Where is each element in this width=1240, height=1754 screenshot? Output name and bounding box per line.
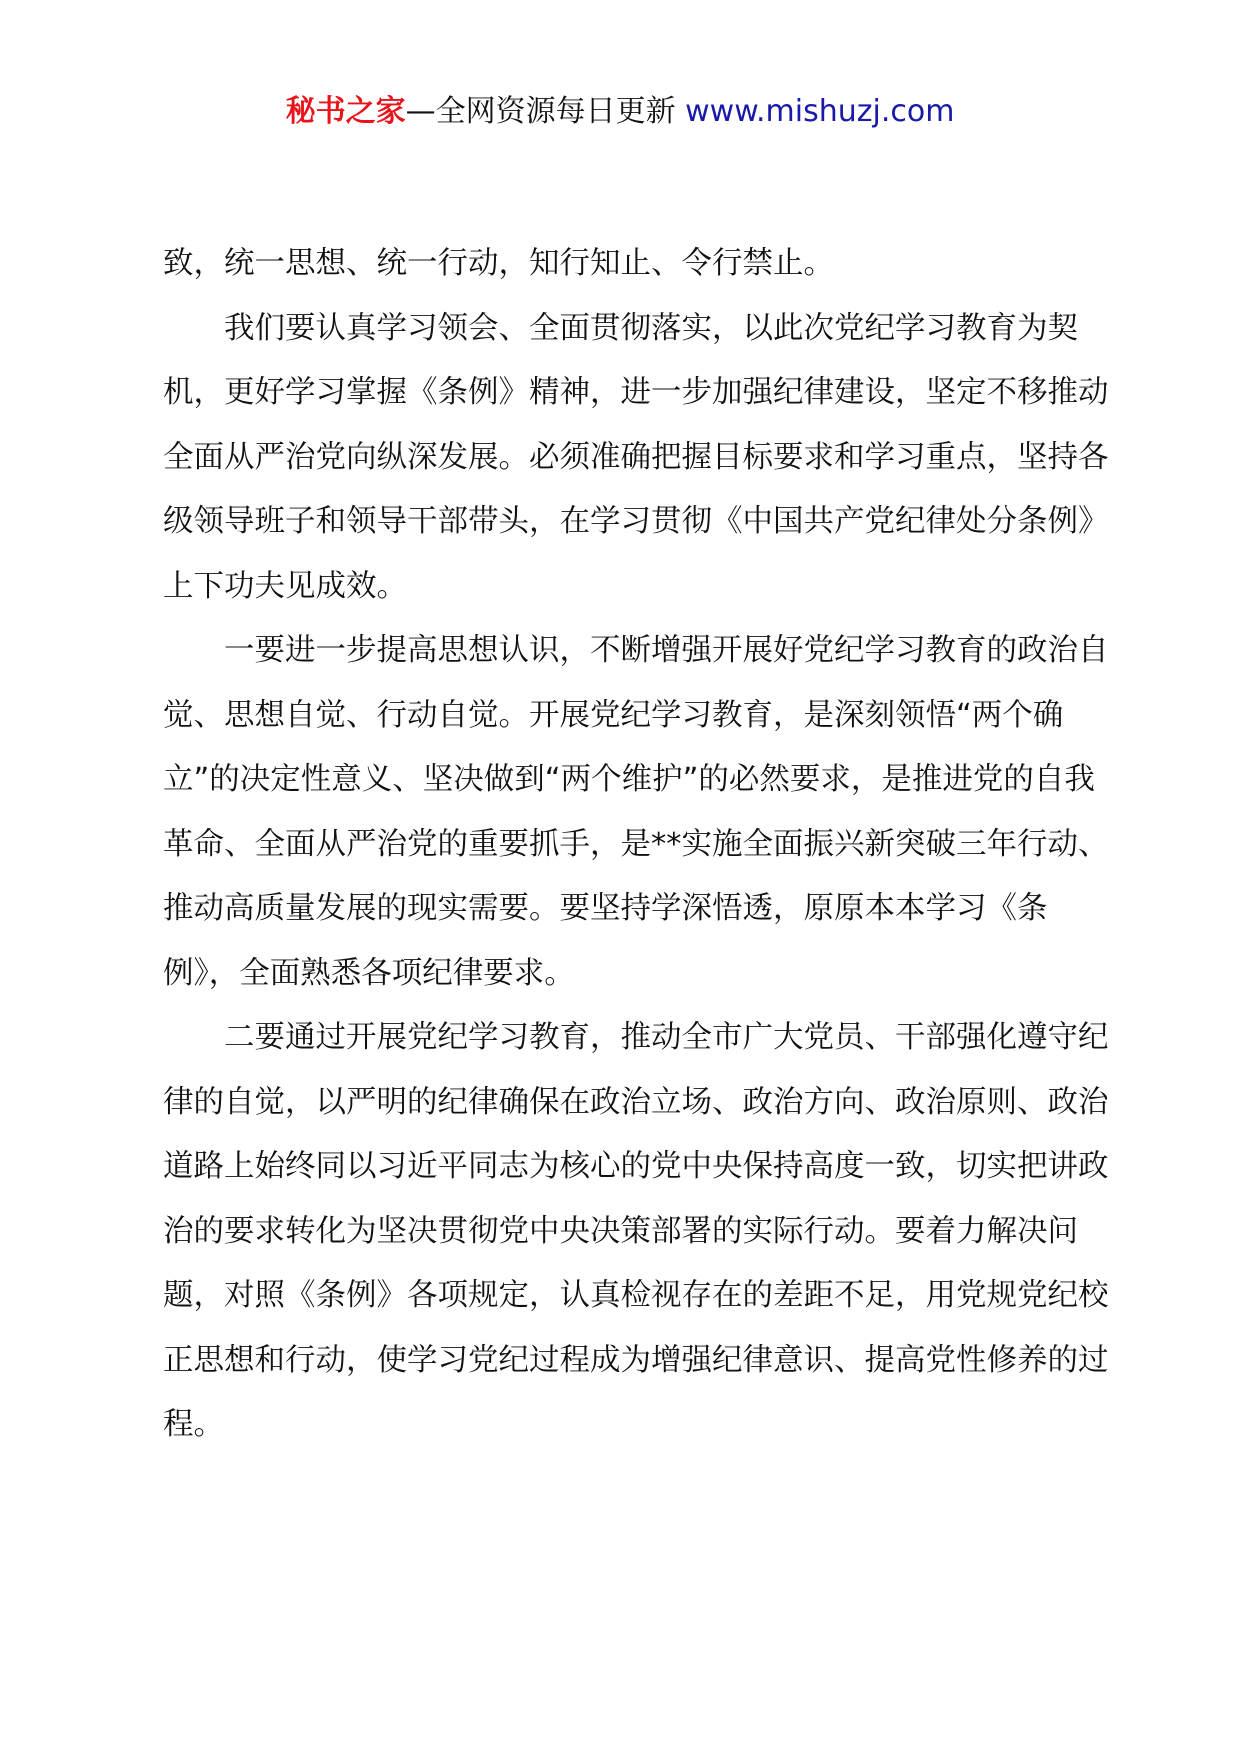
site-brand: 秘书之家 (285, 94, 406, 129)
paragraph-continuation: 致，统一思想、统一行动，知行知止、令行禁止。 (163, 246, 834, 281)
document-body (163, 232, 1113, 1458)
paragraph-study-requirement: 我们要认真学习领会、全面贯彻落实，以此次党纪学习教育为契机，更好学习掌握《条例》精神，进一步加强纪律建设，坚定不移推动全面从严治党向纵深发展。必须准确把握目标要求和学习重点，坚持各级领导班子和领导干部带头，在学习贯彻《中国共产党纪律处分条例》上下功夫见成效。 (163, 310, 1109, 604)
site-tagline: —全网资源每日更新 (405, 94, 686, 129)
paragraph-point-one: 一要进一步提高思想认识，不断增强开展好党纪学习教育的政治自觉、思想自觉、行动自觉。开展党纪学习教育，是深刻领悟“两个确立”的决定性意义、坚决做到“两个维护”的必然要求，是推进党的自我革命、全面从严治党的重要抓手，是**实施全面振兴新突破三年行动、推动高质量发展的现实需要。要坚持学深悟透，原原本本学习《条例》，全面熟悉各项纪律要求。 (163, 633, 1109, 991)
site-url-link[interactable]: www.mishuzj.com (685, 94, 955, 129)
site-header (0, 92, 1240, 132)
paragraph-point-two: 二要通过开展党纪学习教育，推动全市广大党员、干部强化遵守纪律的自觉，以严明的纪律确保在政治立场、政治方向、政治原则、政治道路上始终同以习近平同志为核心的党中央保持高度一致，切实把讲政治的要求转化为坚决贯彻党中央决策部署的实际行动。要着力解决问题，对照《条例》各项规定，认真检视存在的差距不足，用党规党纪校正思想和行动，使学习党纪过程成为增强纪律意识、提高党性修养的过程。 (163, 1020, 1109, 1442)
